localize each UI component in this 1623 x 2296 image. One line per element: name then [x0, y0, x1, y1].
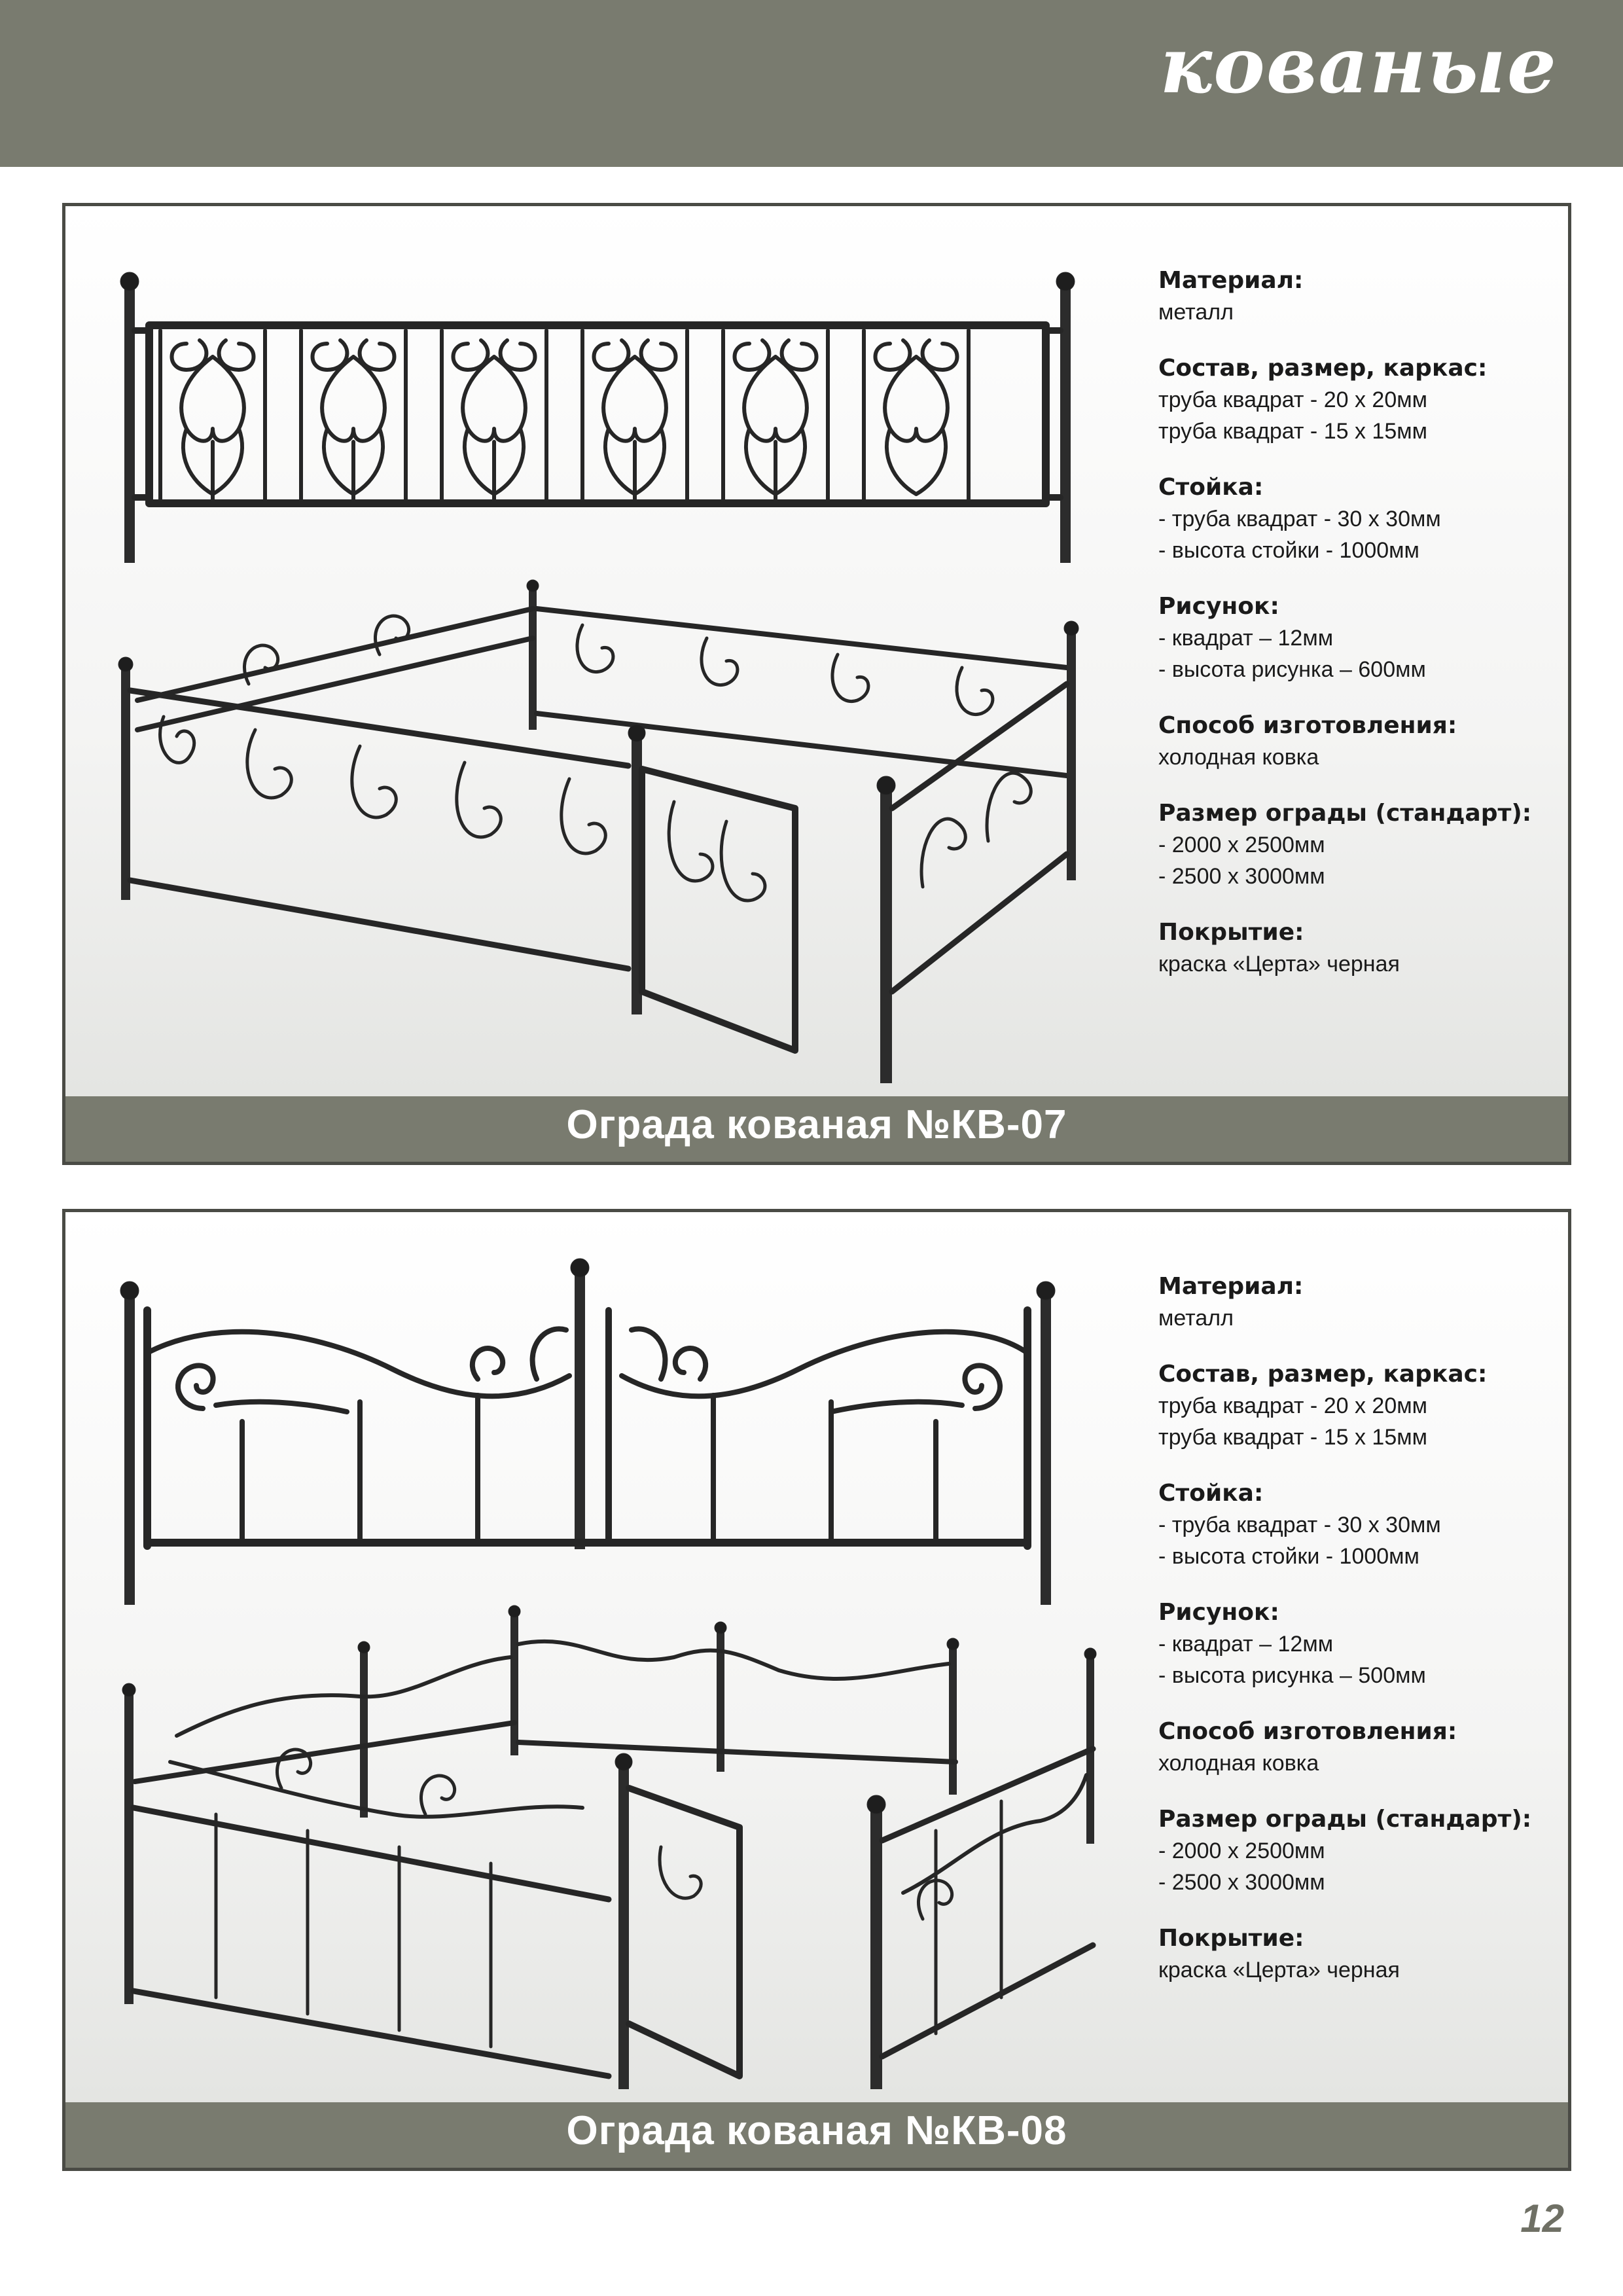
- spec-material: Материал: металл: [1158, 1273, 1304, 1331]
- page-header: [0, 0, 1623, 167]
- spec-list-kv08: [1158, 1271, 1551, 2011]
- spec-coating: Покрытие: краска «Церта» черная: [1158, 919, 1400, 977]
- spec-manufacturing: Способ изготовления: холодная ковка: [1158, 712, 1457, 770]
- spec-material: Материал: металл: [1158, 267, 1304, 325]
- spec-list-kv07: [1158, 265, 1551, 1005]
- caption-bar: [65, 2102, 1568, 2168]
- spec-coating: Покрытие: краска «Церта» черная: [1158, 1925, 1400, 1982]
- product-panel-kv08: [62, 1209, 1571, 2171]
- header-title: кованые: [1160, 20, 1558, 111]
- fence-enclosure-3d: [122, 1605, 1096, 2089]
- product-caption: Ограда кованая №КВ-08: [566, 2108, 1067, 2153]
- spec-size: Размер ограды (стандарт): - 2000 х 2500мм - 2500 х 3000мм: [1158, 800, 1532, 889]
- spec-manufacturing: Способ изготовления: холодная ковка: [1158, 1718, 1457, 1776]
- page-number: 12: [1520, 2197, 1564, 2240]
- fence-scroll-pattern: [160, 331, 969, 502]
- spec-size: Размер ограды (стандарт): - 2000 х 2500мм - 2500 х 3000мм: [1158, 1806, 1532, 1895]
- fence-section-front: [120, 1259, 1055, 1605]
- spec-composition: Состав, размер, каркас: труба квадрат - 20 х 20мм труба квадрат - 15 х 15мм: [1158, 1361, 1488, 1450]
- caption-bar: [65, 1096, 1568, 1162]
- product-caption: Ограда кованая №КВ-07: [566, 1102, 1067, 1147]
- product-panel-kv07: [62, 203, 1571, 1165]
- spec-pattern: Рисунок: - квадрат – 12мм - высота рисунка – 500мм: [1158, 1599, 1426, 1688]
- fence-kv07-illustration: [85, 232, 1106, 1083]
- fence-wave-pattern: [147, 1329, 1027, 1543]
- spec-post: Стойка: - труба квадрат - 30 х 30мм - высота стойки - 1000мм: [1158, 1480, 1441, 1569]
- fence-kv08-illustration: [85, 1238, 1106, 2089]
- fence-enclosure-3d: [118, 580, 1079, 1083]
- spec-composition: Состав, размер, каркас: труба квадрат - 20 х 20мм труба квадрат - 15 х 15мм: [1158, 355, 1488, 444]
- spec-pattern: Рисунок: - квадрат – 12мм - высота рисунка – 600мм: [1158, 593, 1426, 682]
- spec-post: Стойка: - труба квадрат - 30 х 30мм - высота стойки - 1000мм: [1158, 474, 1441, 563]
